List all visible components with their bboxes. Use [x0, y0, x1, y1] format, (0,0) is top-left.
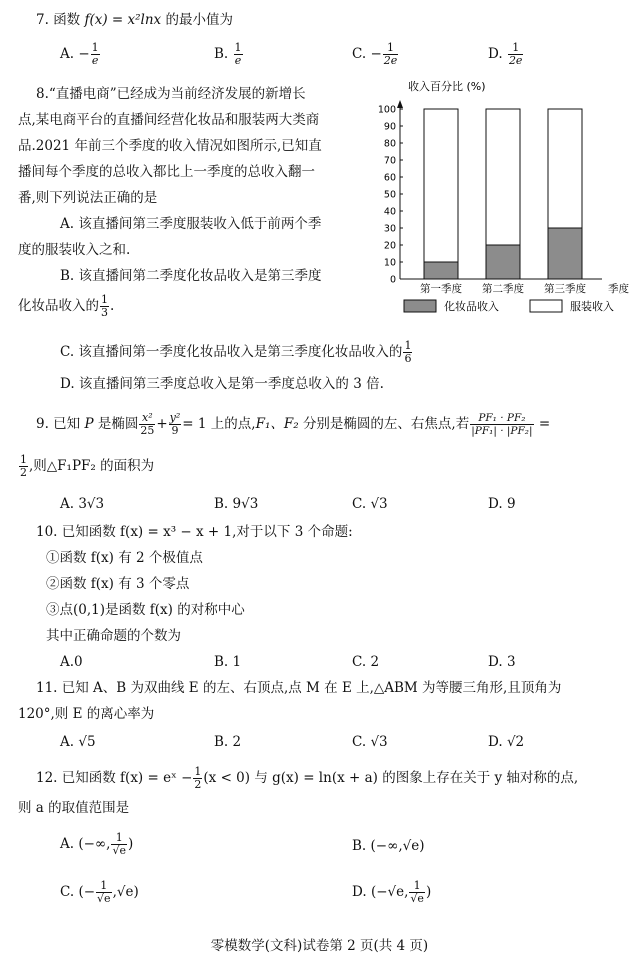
- chart-ytick-label: 0: [389, 274, 396, 286]
- q9-stem-line2: $\frac{1}{2}$ ,则△F₁PF₂ 的面积为: [20, 453, 155, 479]
- chart-bar-clothing-2: [486, 109, 520, 245]
- legend-label-cosmetics: 化妆品收入: [444, 300, 499, 313]
- chart-ytick-label: 80: [383, 138, 396, 150]
- chart-ytick-label: 10: [383, 257, 396, 269]
- q11-stem-line2: 120°,则 E 的离心率为: [18, 706, 155, 722]
- q10-option-b: B. 1: [214, 654, 242, 670]
- q7-option-d: D. $\frac{1}{2e}$: [488, 41, 523, 67]
- chart-bar-cosmetics-2: [486, 245, 520, 279]
- q9-stem: 9. 已知 P 是椭圆 $\frac{\text{x²}}{25}$ + $\frac{\text{y²}}{9}$ = 1 上的点,F₁、F₂ 分别是椭圆的左、右焦点,若 $\frac{\text{PF₁ · PF₂}}{\text{|PF₁| · |PF₂|}}$ =: [36, 411, 551, 437]
- q8-line-3: 品.2021 年前三个季度的收入情况如图所示,已知直: [18, 138, 322, 154]
- q8-option-b-line1: B. 该直播间第二季度化妆品收入是第三季度: [60, 268, 322, 284]
- q9-option-d: D. 9: [488, 496, 516, 512]
- q10-option-a: A.0: [60, 654, 83, 670]
- stacked-bar-chart: [377, 78, 635, 323]
- q8-line-4: 播间每个季度的总收入都比上一季度的总收入翻一: [18, 164, 315, 180]
- chart-category-label: 第一季度: [420, 283, 462, 295]
- q11-option-b: B. 2: [214, 734, 242, 750]
- chart-ytick-label: 30: [383, 223, 396, 235]
- q12-option-c: C. (− $\frac{1}{√e}$ ,√e): [60, 879, 139, 905]
- q10-option-c: C. 2: [352, 654, 380, 670]
- q12-option-b: B. (−∞,√e): [352, 838, 425, 854]
- q11-option-c: C. √3: [352, 734, 388, 750]
- q11-stem: 11. 已知 A、B 为双曲线 E 的左、右顶点,点 M 在 E 上,△ABM 为等腰三角形,且顶角为: [36, 680, 562, 696]
- chart-category-label: 第三季度: [544, 283, 586, 295]
- page-footer: 零模数学(文科)试卷第 2 页(共 4 页): [210, 938, 429, 954]
- q10-stem: 10. 已知函数 f(x) = x³ − x + 1,对于以下 3 个命题:: [36, 524, 353, 540]
- q9-option-a: A. 3√3: [60, 496, 105, 512]
- q8-line-1: 8.“直播电商”已经成为当前经济发展的新增长: [36, 86, 306, 102]
- q9-option-c: C. √3: [352, 496, 388, 512]
- chart-category-label: 第二季度: [482, 283, 524, 295]
- chart-ytick-label: 20: [383, 240, 396, 252]
- q11-option-a: A. √5: [60, 734, 96, 750]
- q10-item-3: ③点(0,1)是函数 f(x) 的对称中心: [46, 602, 245, 618]
- legend-swatch-clothing: [530, 300, 562, 312]
- legend-label-clothing: 服装收入: [570, 300, 614, 313]
- chart-ylabel: 收入百分比 (%): [408, 80, 486, 93]
- q10-item-1: ①函数 f(x) 有 2 个极值点: [46, 550, 203, 566]
- q7-option-a: A. − $\frac{1}{e}$: [60, 41, 99, 67]
- q11-option-d: D. √2: [488, 734, 525, 750]
- chart-ytick-label: 70: [383, 155, 396, 167]
- chart-ytick-label: 60: [383, 172, 396, 184]
- q8-option-a-line2: 度的服装收入之和.: [18, 242, 131, 258]
- q12-option-d: D. (−√e, $\frac{1}{√e}$ ): [352, 879, 432, 905]
- chart-ytick-label: 100: [377, 104, 396, 116]
- chart-ytick-label: 40: [383, 206, 396, 218]
- q8-option-b-line2: 化妆品收入的 $\frac{1}{3}$ .: [18, 293, 115, 319]
- q8-line-2: 点,某电商平台的直播间经营化妆品和服装两大类商: [18, 112, 320, 128]
- q7-option-c: C. − $\frac{1}{2e}$: [352, 41, 398, 67]
- q10-option-d: D. 3: [488, 654, 516, 670]
- chart-bar-clothing-1: [424, 109, 458, 262]
- chart-xlabel: 季度: [608, 283, 629, 295]
- chart-ytick-label: 50: [383, 189, 396, 201]
- q8-option-d: D. 该直播间第三季度总收入是第一季度总收入的 3 倍.: [60, 376, 384, 392]
- chart-y-arrow: [397, 100, 403, 108]
- chart-bar-cosmetics-3: [548, 228, 582, 279]
- q8-option-a-line1: A. 该直播间第三季度服装收入低于前两个季: [60, 216, 322, 232]
- q12-stem-line2: 则 a 的取值范围是: [18, 800, 130, 816]
- legend-swatch-cosmetics: [404, 300, 436, 312]
- q9-option-b: B. 9√3: [214, 496, 259, 512]
- q7-option-b: B. $\frac{1}{e}$: [214, 41, 242, 67]
- q12-stem: 12. 已知函数 f(x) = eˣ − $\frac{1}{2}$ (x < 0) 与 g(x) = ln(x + a) 的图象上存在关于 y 轴对称的点,: [36, 765, 579, 791]
- chart-ytick-label: 90: [383, 121, 396, 133]
- chart-bar-cosmetics-1: [424, 262, 458, 279]
- q7-stem: 7. 函数 f(x) = x²lnx 的最小值为: [36, 12, 233, 28]
- q10-item-2: ②函数 f(x) 有 3 个零点: [46, 576, 190, 592]
- q12-option-a: A. (−∞, $\frac{1}{√e}$ ): [60, 831, 134, 857]
- q8-option-c: C. 该直播间第一季度化妆品收入是第三季度化妆品收入的 $\frac{1}{6}$: [60, 339, 412, 365]
- chart-bar-clothing-3: [548, 109, 582, 228]
- q8-line-5: 番,则下列说法正确的是: [18, 190, 158, 206]
- q10-ask: 其中正确命题的个数为: [46, 628, 181, 644]
